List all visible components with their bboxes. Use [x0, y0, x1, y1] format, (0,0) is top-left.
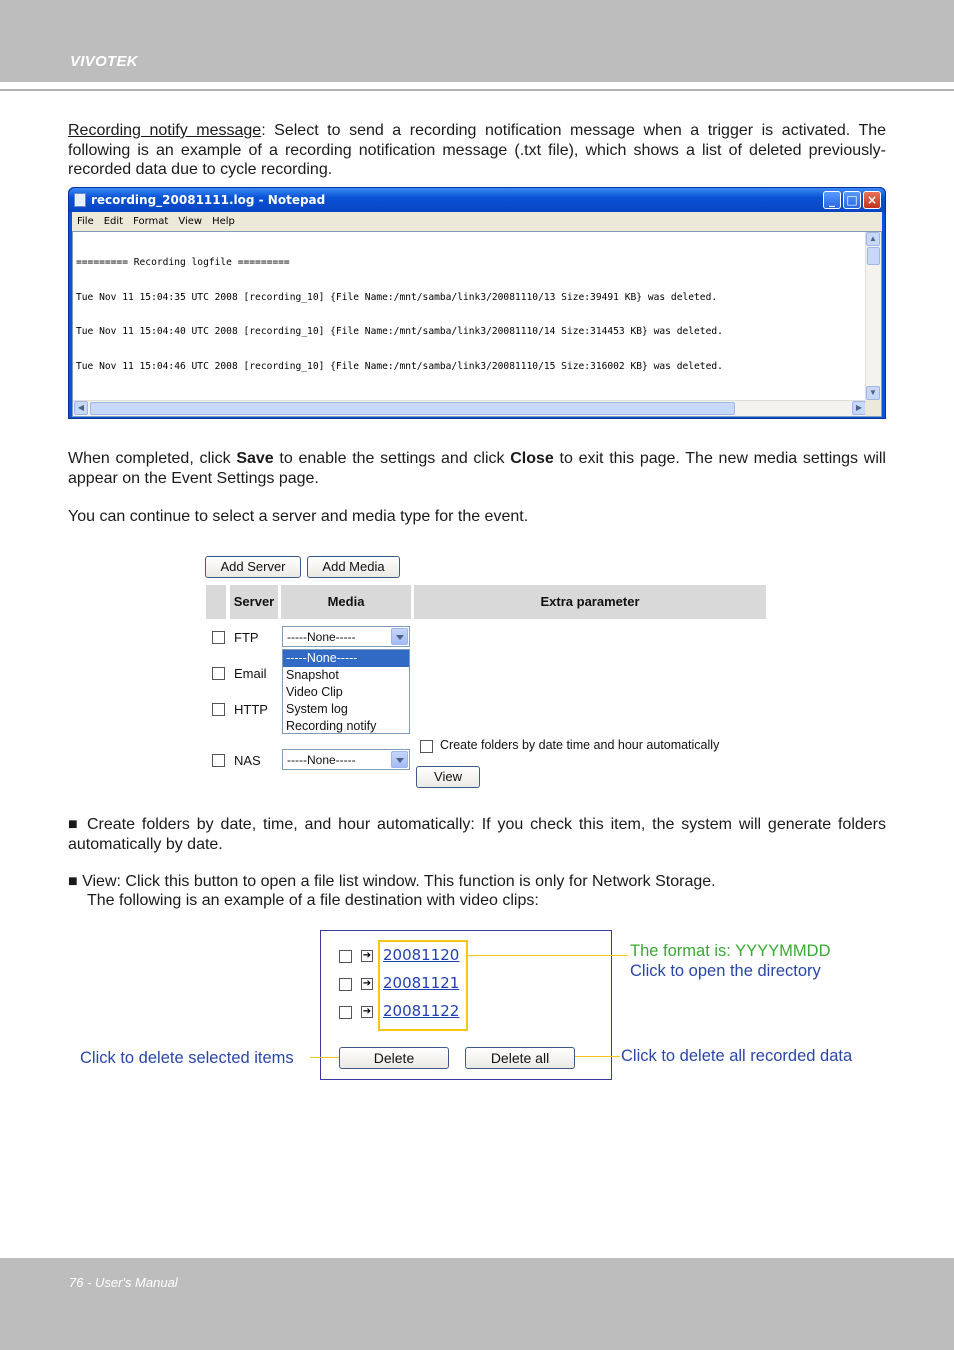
arrow-right-icon[interactable]: ➔ — [362, 950, 372, 961]
create-folders-checkbox[interactable] — [420, 740, 433, 753]
option-snapshot[interactable]: Snapshot — [286, 668, 339, 682]
ftp-checkbox[interactable] — [212, 631, 225, 644]
log-line: Tue Nov 11 15:04:46 UTC 2008 [recording_10] {File Name:/mnt/samba/link3/20081110/15 Size:316002 KB} was deleted. — [76, 361, 723, 373]
maximize-icon[interactable]: □ — [843, 191, 861, 209]
folder-link[interactable]: 20081122 — [383, 1002, 460, 1020]
scroll-down-icon[interactable]: ▼ — [866, 386, 880, 400]
close-icon[interactable]: × — [863, 191, 881, 209]
log-line: Tue Nov 11 15:04:35 UTC 2008 [recording_10] {File Name:/mnt/samba/link3/20081110/13 Size:39491 KB} was deleted. — [76, 291, 718, 303]
view-button[interactable]: View — [416, 766, 480, 788]
server-email: Email — [234, 666, 267, 681]
completed-text-2: to enable the settings and click — [273, 450, 511, 467]
note-delete-all: Click to delete all recorded data — [621, 1047, 853, 1065]
minimize-icon[interactable]: _ — [823, 191, 841, 209]
server-ftp: FTP — [234, 630, 259, 645]
continue-paragraph: You can continue to select a server and media type for the event. — [68, 508, 529, 525]
email-checkbox[interactable] — [212, 667, 225, 680]
menu-view[interactable]: View — [178, 216, 203, 227]
menu-edit[interactable]: Edit — [103, 216, 124, 227]
option-recording-notify[interactable]: Recording notify — [286, 719, 377, 733]
vertical-scroll-thumb[interactable] — [867, 247, 880, 265]
menu-format[interactable]: Format — [133, 216, 169, 227]
chevron-down-icon[interactable] — [391, 628, 408, 645]
nas-media-value: -----None----- — [287, 753, 356, 767]
notepad-editor[interactable] — [72, 231, 882, 417]
note-delete-selected: Click to delete selected items — [80, 1049, 294, 1067]
nas-media-select[interactable] — [282, 749, 410, 770]
completed-text-3: to exit this page. The new media settings will appear on the Event Settings page. — [68, 450, 886, 487]
notepad-icon — [74, 193, 86, 207]
close-term: Close — [510, 450, 554, 467]
server-nas: NAS — [234, 753, 261, 768]
page-header — [0, 0, 954, 82]
bullet-create-folders: ■ Create folders by date, time, and hour automatically: If you check this item, the system will generate folders automatically by date. — [68, 816, 886, 853]
header-media: Media — [281, 585, 411, 619]
create-folders-label: Create folders by date time and hour automatically — [440, 738, 720, 752]
note-format: The format is: YYYYMMDD — [630, 942, 831, 960]
nas-checkbox[interactable] — [212, 754, 225, 767]
header-extra-parameter: Extra parameter — [414, 585, 766, 619]
intro-paragraph — [68, 121, 886, 180]
scroll-up-icon[interactable]: ▲ — [866, 232, 880, 246]
folder-link[interactable]: 20081120 — [383, 946, 460, 964]
save-term: Save — [236, 450, 274, 467]
http-checkbox[interactable] — [212, 703, 225, 716]
intro-text: : Select to send a recording notification message when a trigger is activated. The following is an example of a recording notification message (.txt file), which shows a list of deleted previously-recorded data due to cycle recording. — [68, 122, 887, 178]
vertical-scrollbar[interactable] — [865, 232, 881, 400]
bullet-view: ■ View: Click this button to open a file list window. This function is only for Network Storage. — [68, 873, 716, 890]
folder-checkbox[interactable] — [339, 1006, 352, 1019]
header-rule — [0, 89, 954, 91]
delete-all-button[interactable]: Delete all — [465, 1047, 575, 1069]
log-line: Tue Nov 11 15:04:40 UTC 2008 [recording_10] {File Name:/mnt/samba/link3/20081110/14 Size:314453 KB} was deleted. — [76, 326, 723, 338]
add-media-button[interactable]: Add Media — [307, 556, 400, 578]
bullet-view-continued: The following is an example of a file destination with video clips: — [87, 892, 539, 909]
horizontal-scrollbar[interactable] — [73, 400, 867, 416]
completed-text-1: When completed, click — [68, 450, 237, 467]
ftp-media-value: -----None----- — [287, 630, 356, 644]
callout-line — [310, 1057, 339, 1058]
scroll-right-icon[interactable]: ▶ — [852, 401, 866, 415]
notepad-title: recording_20081111.log - Notepad — [91, 193, 326, 207]
page-number: 76 - User's Manual — [69, 1275, 178, 1290]
header-server: Server — [230, 585, 278, 619]
option-video-clip[interactable]: Video Clip — [286, 685, 343, 699]
notepad-text — [76, 234, 861, 394]
folder-checkbox[interactable] — [339, 978, 352, 991]
callout-line — [575, 1056, 620, 1057]
menu-file[interactable]: File — [77, 216, 94, 227]
arrow-right-icon[interactable]: ➔ — [362, 1006, 372, 1017]
option-none[interactable]: -----None----- — [283, 650, 409, 667]
delete-button[interactable]: Delete — [339, 1047, 449, 1069]
completed-paragraph — [68, 449, 886, 488]
media-dropdown-list[interactable] — [282, 649, 410, 734]
ftp-media-select[interactable] — [282, 626, 410, 647]
arrow-right-icon[interactable]: ➔ — [362, 978, 372, 989]
chevron-down-icon[interactable] — [391, 751, 408, 768]
folder-checkbox[interactable] — [339, 950, 352, 963]
server-http: HTTP — [234, 702, 268, 717]
horizontal-scroll-thumb[interactable] — [90, 402, 735, 415]
option-system-log[interactable]: System log — [286, 702, 348, 716]
notepad-window — [68, 187, 886, 419]
header-checkbox-col — [206, 585, 226, 619]
folder-link[interactable]: 20081121 — [383, 974, 460, 992]
intro-term: Recording notify message — [68, 122, 262, 139]
log-line: ========= Recording logfile ========= — [76, 257, 290, 269]
menu-help[interactable]: Help — [212, 216, 235, 227]
scroll-corner — [865, 400, 881, 416]
note-open-directory: Click to open the directory — [630, 962, 821, 980]
brand-logo: VIVOTEK — [70, 53, 138, 70]
scroll-left-icon[interactable]: ◀ — [74, 401, 88, 415]
page-footer — [0, 1258, 954, 1350]
notepad-menubar — [72, 212, 882, 231]
notepad-titlebar — [69, 188, 885, 212]
add-server-button[interactable]: Add Server — [205, 556, 301, 578]
callout-line — [468, 955, 628, 956]
